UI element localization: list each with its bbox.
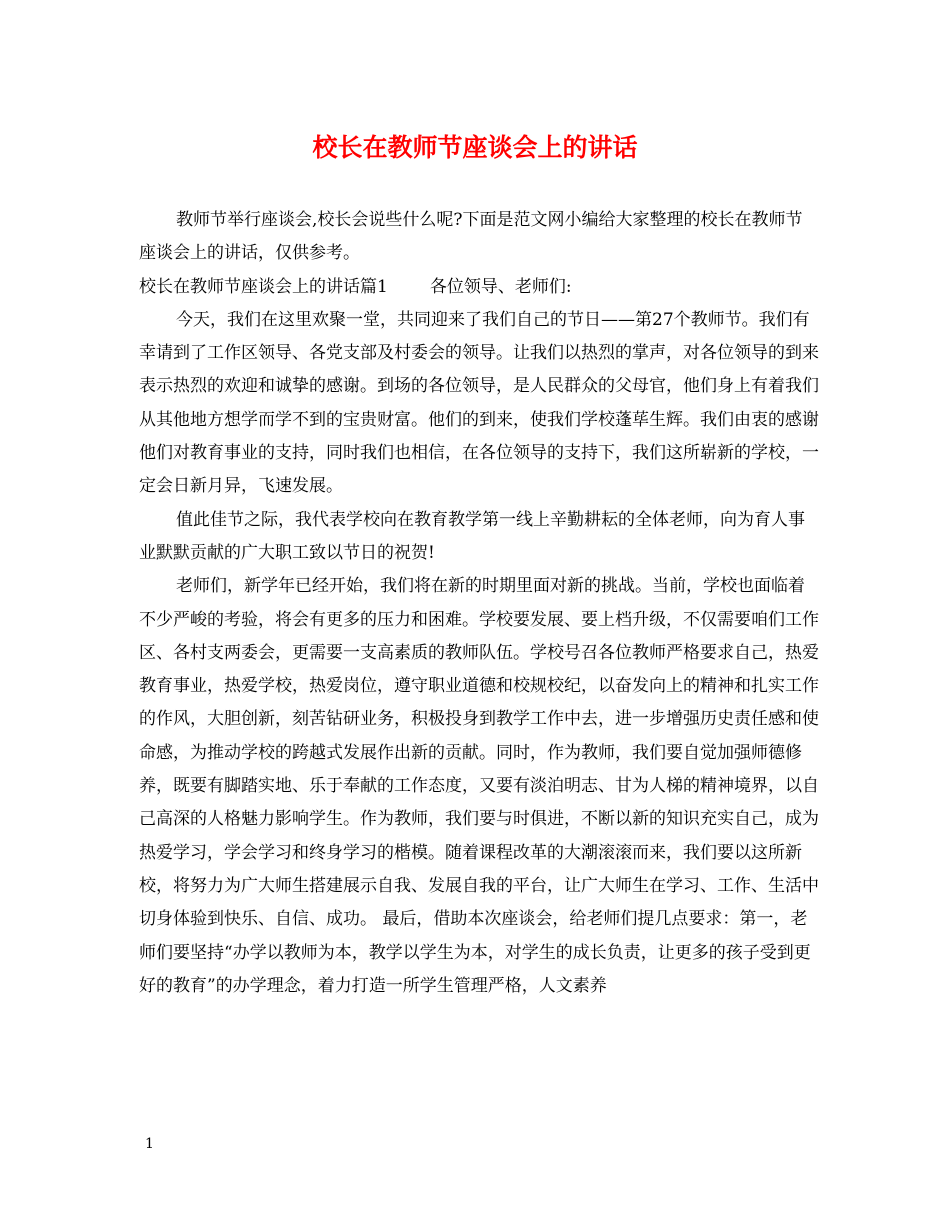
body-paragraph-3: 老师们，新学年已经开始，我们将在新的时期里面对新的挑战。当前，学校也面临着不少严峻的考验，将会有更多的压力和困难。学校要发展、要上档升级，不仅需要咱们工作区、各村支两委会，更需要一支高素质的教师队伍。学校号召各位教师严格要求自己，热爱教育事业，热爱学校，热爱岗位，遵守职业道德和校规校纪，以奋发向上的精神和扎实工作的作风，大胆创新，刻苦钻研业务，积极投身到教学工作中去，进一步增强历史责任感和使命感，为推动学校的跨越式发展作出新的贡献。同时，作为教师，我们要自觉加强师德修养，既要有脚踏实地、乐于奉献的工作态度，又要有淡泊明志、甘为人梯的精神境界，以自己高深的人格魅力影响学生。作为教师，我们要与时俱进，不断以新的知识充实自己，成为热爱学习，学会学习和终身学习的楷模。随着课程改革的大潮滚滚而来，我们要以这所新校，将努力为广大师生搭建展示自我、发展自我的平台，让广大师生在学习、工作、生活中切身体验到快乐、自信、成功。 最后，借助本次座谈会，给老师们提几点要求：第一，老师们要坚持“办学以教师为本，教学以学生为本，对学生的成长负责，让更多的孩子受到更好的教育”的办学理念，着力打造一所学生管理严格，人文素养: [139, 576, 819, 996]
document-body: [139, 204, 819, 1003]
body-paragraph-2: 值此佳节之际，我代表学校向在教育教学第一线上辛勤耕耘的全体老师，向为育人事业默默贡献的广大职工致以节日的祝贺!: [139, 509, 805, 563]
section-line: [139, 271, 819, 304]
salutation: 各位领导、老师们:: [429, 276, 572, 297]
document-title: 校长在教师节座谈会上的讲话: [312, 133, 638, 162]
body-paragraph-1: 今天，我们在这里欢聚一堂，共同迎来了我们自己的节日——第27个教师节。我们有幸请到了工作区领导、各党支部及村委会的领导。让我们以热烈的掌声，对各位领导的到来表示热烈的欢迎和诚挚的感谢。到场的各位领导，是人民群众的父母官，他们身上有着我们从其他地方想学而学不到的宝贵财富。他们的到来，使我们学校蓬荜生辉。我们由衷的感谢他们对教育事业的支持，同时我们也相信，在各位领导的支持下，我们这所崭新的学校，一定会日新月异，飞速发展。: [139, 309, 819, 497]
intro-paragraph: 教师节举行座谈会,校长会说些什么呢?下面是范文网小编给大家整理的校长在教师节座谈会上的讲话，仅供参考。: [139, 210, 803, 264]
page-number: 1: [145, 1136, 154, 1152]
section-heading: 校长在教师节座谈会上的讲话篇1: [139, 276, 388, 297]
